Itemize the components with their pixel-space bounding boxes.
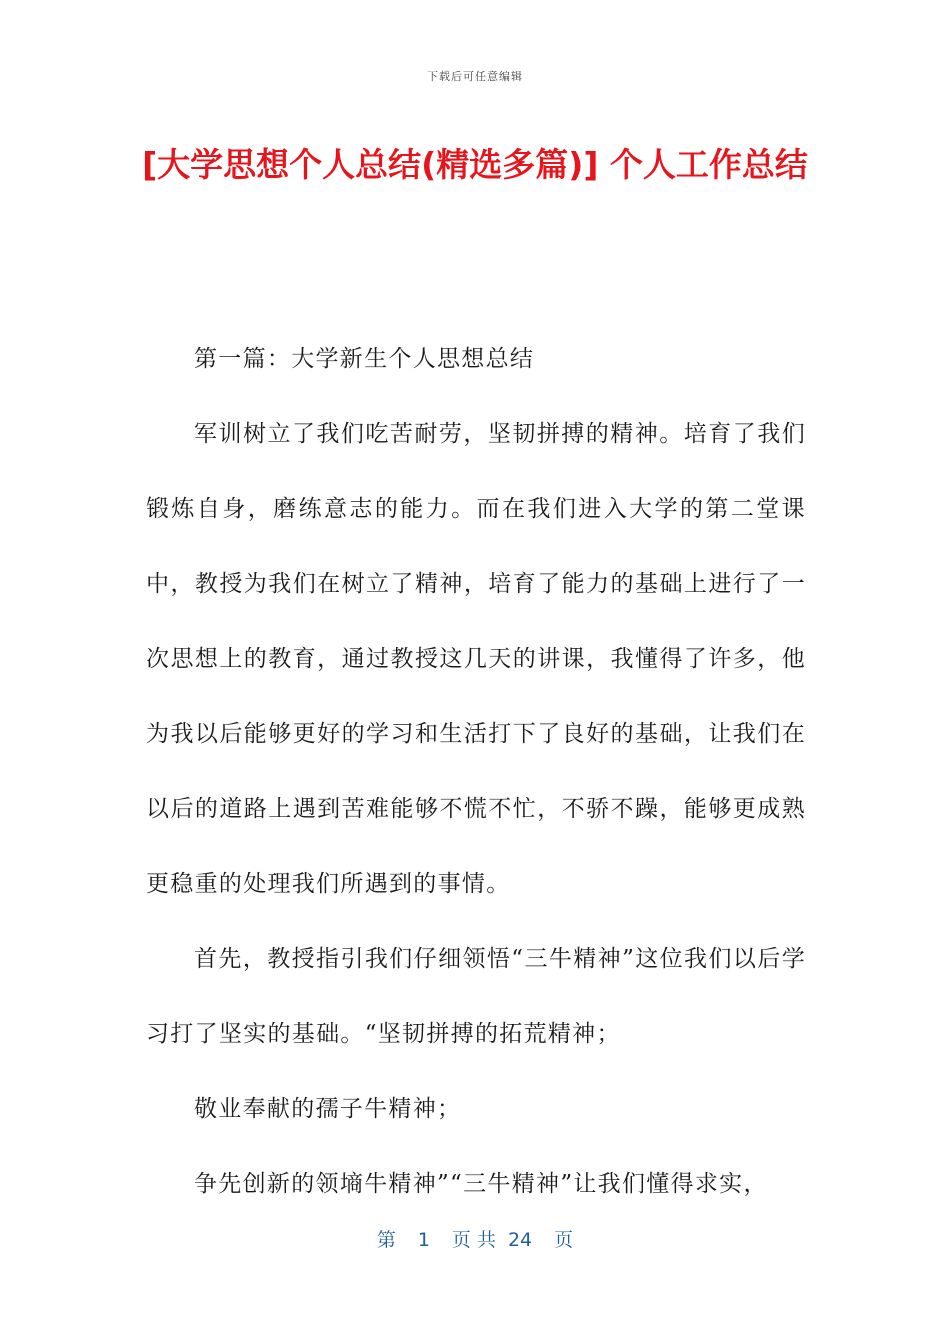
document-body xyxy=(146,322,806,1222)
page-footer xyxy=(0,1225,950,1252)
section-heading: 第一篇：大学新生个人思想总结 xyxy=(194,346,535,372)
current-page-number: 1 xyxy=(417,1229,430,1251)
body-paragraph: 敬业奉献的孺子牛精神； xyxy=(194,1096,462,1122)
total-pages-number: 24 xyxy=(507,1229,533,1251)
document-title: [大学思想个人总结(精选多篇)] 个人工作总结 xyxy=(142,145,808,184)
footer-mid: 页 共 xyxy=(451,1229,496,1251)
footer-suffix: 页 xyxy=(554,1229,574,1251)
body-paragraph: 军训树立了我们吃苦耐劳，坚韧拼搏的精神。培育了我们锻炼自身，磨练意志的能力。而在我们进入大学的第二堂课中，教授为我们在树立了精神，培育了能力的基础上进行了一次思想上的教育，通过教授这几天的讲课，我懂得了许多，他为我以后能够更好的学习和生活打下了良好的基础，让我们在以后的道路上遇到苦难能够不慌不忙，不骄不躁，能够更成熟更稳重的处理我们所遇到的事情。 xyxy=(146,421,806,897)
body-paragraph: 首先，教授指引我们仔细领悟“三牛精神”这位我们以后学习打了坚实的基础。“坚韧拼搏的拓荒精神； xyxy=(146,946,806,1047)
header-note: 下载后可任意编辑 xyxy=(427,70,523,83)
footer-prefix: 第 xyxy=(376,1229,396,1251)
body-paragraph: 争先创新的领墒牛精神”“三牛精神”让我们懂得求实， xyxy=(194,1171,768,1197)
